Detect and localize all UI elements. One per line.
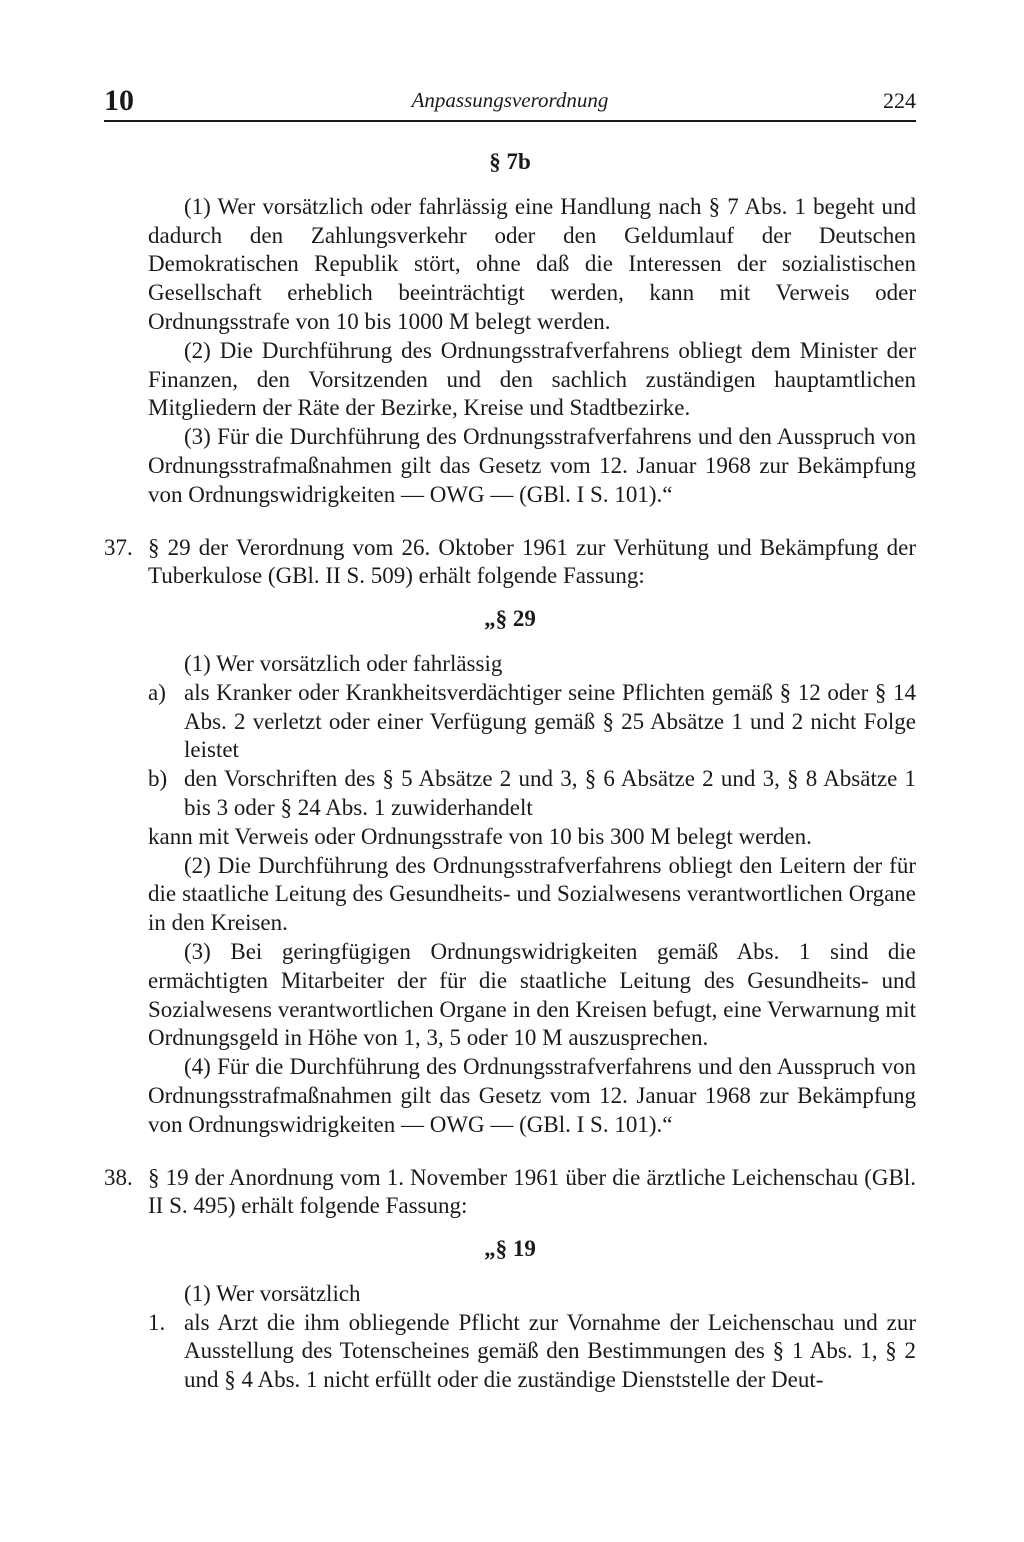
- section-19-paragraph-1-intro: (1) Wer vorsätzlich: [184, 1280, 361, 1306]
- section-29-paragraph-2: (2) Die Durchführung des Ordnungsstrafverfahrens obliegt den Leitern der für die staatliche Leitung des Gesundheits- und Sozialwesens verantwortlichen Organe in den Kreisen.: [148, 852, 916, 936]
- sub-b-label: b): [148, 766, 168, 792]
- section-7b-paragraph-3: (3) Für die Durchführung des Ordnungsstrafverfahrens und den Ausspruch von Ordnungsstrafmaßnahmen gilt das Gesetz vom 12. Januar 1968 zur Bekämpfung von Ordnungswidrigkeiten — OWG — (GBl. I S. 101).“: [148, 424, 916, 507]
- section-29-paragraph-1-close: kann mit Verweis oder Ordnungsstrafe von 10 bis 300 M belegt werden.: [148, 823, 812, 849]
- section-29-heading: „§ 29: [484, 606, 536, 632]
- section-29-sub-a: [104, 679, 916, 765]
- section-29-sub-b: [104, 765, 916, 823]
- section-29-paragraph-1-intro: (1) Wer vorsätzlich oder fahrlässig: [184, 650, 503, 676]
- item-38-text: § 19 der Anordnung vom 1. November 1961 über die ärztliche Leichenschau (GBl. II S. 495) erhält folgende Fassung:: [148, 1164, 916, 1219]
- section-19-heading: „§ 19: [484, 1236, 536, 1262]
- section-7b-heading: § 7b: [489, 149, 531, 174]
- chapter-number: 10: [104, 84, 134, 117]
- sub-a-text: als Kranker oder Krankheitsverdächtiger seine Pflichten gemäß § 12 oder § 14 Abs. 2 verletzt oder einer Verfügung gemäß § 25 Absätze 1 und 2 nicht Folge leistet: [184, 679, 916, 763]
- sub-b-text: den Vorschriften des § 5 Absätze 2 und 3, § 6 Absätze 2 und 3, § 8 Absätze 1 bis 3 oder § 24 Abs. 1 zuwiderhandelt: [184, 766, 916, 820]
- section-29-paragraph-4: (4) Für die Durchführung des Ordnungsstrafverfahrens und den Ausspruch von Ordnungsstrafmaßnahmen gilt das Gesetz vom 12. Januar 1968 zur Bekämpfung von Ordnungswidrigkeiten — OWG — (GBl. I S. 101).“: [148, 1054, 916, 1137]
- sub-1-text: als Arzt die ihm obliegende Pflicht zur Vornahme der Leichenschau und zur Ausstellung des Totenscheines gemäß den Bestimmungen des § 1 Abs. 1, § 2 und § 4 Abs. 1 nicht erfüllt oder die zuständige Dienststelle der Deut-: [184, 1309, 916, 1393]
- section-7b-paragraph-2: (2) Die Durchführung des Ordnungsstrafverfahrens obliegt dem Minister der Finanzen, den Vorsitzenden und den sachlich zuständigen hauptamtlichen Mitgliedern der Räte der Bezirke, Kreise und Stadtbezirke.: [148, 337, 916, 421]
- body-text: [104, 148, 916, 1395]
- page-header: [104, 84, 916, 122]
- sub-a-label: a): [148, 679, 166, 705]
- running-title: Anpassungsverordnung: [411, 88, 609, 112]
- section-29-paragraph-3: (3) Bei geringfügigen Ordnungswidrigkeiten gemäß Abs. 1 sind die ermächtigten Mitarbeiter der für die staatliche Leitung des Gesundheits- und Sozialwesens verantwortlichen Organe in den Kreisen befugt, eine Verwarnung mit Ordnungsgeld in Höhe von 1, 3, 5 oder 10 M auszusprechen.: [148, 938, 916, 1051]
- page-number: 224: [883, 88, 916, 113]
- item-38-number: 38.: [104, 1164, 133, 1190]
- item-37-number: 37.: [104, 534, 133, 560]
- section-7b-paragraph-1: (1) Wer vorsätzlich oder fahrlässig eine Handlung nach § 7 Abs. 1 begeht und dadurch den Zahlungsverkehr oder den Geldumlauf der Deutschen Demokratischen Republik stört, ohne daß die Interessen der sozialistischen Gesellschaft erheblich beeinträchtigt werden, kann mit Verweis oder Ordnungsstrafe von 10 bis 1000 M belegt werden.: [148, 193, 916, 334]
- item-37: [104, 534, 916, 592]
- sub-1-label: 1.: [148, 1309, 166, 1335]
- item-37-text: § 29 der Verordnung vom 26. Oktober 1961 zur Verhütung und Bekämpfung der Tuberkulose (GBl. II S. 509) erhält folgende Fassung:: [148, 534, 916, 589]
- item-38: [104, 1164, 916, 1222]
- section-19-sub-1: [104, 1309, 916, 1395]
